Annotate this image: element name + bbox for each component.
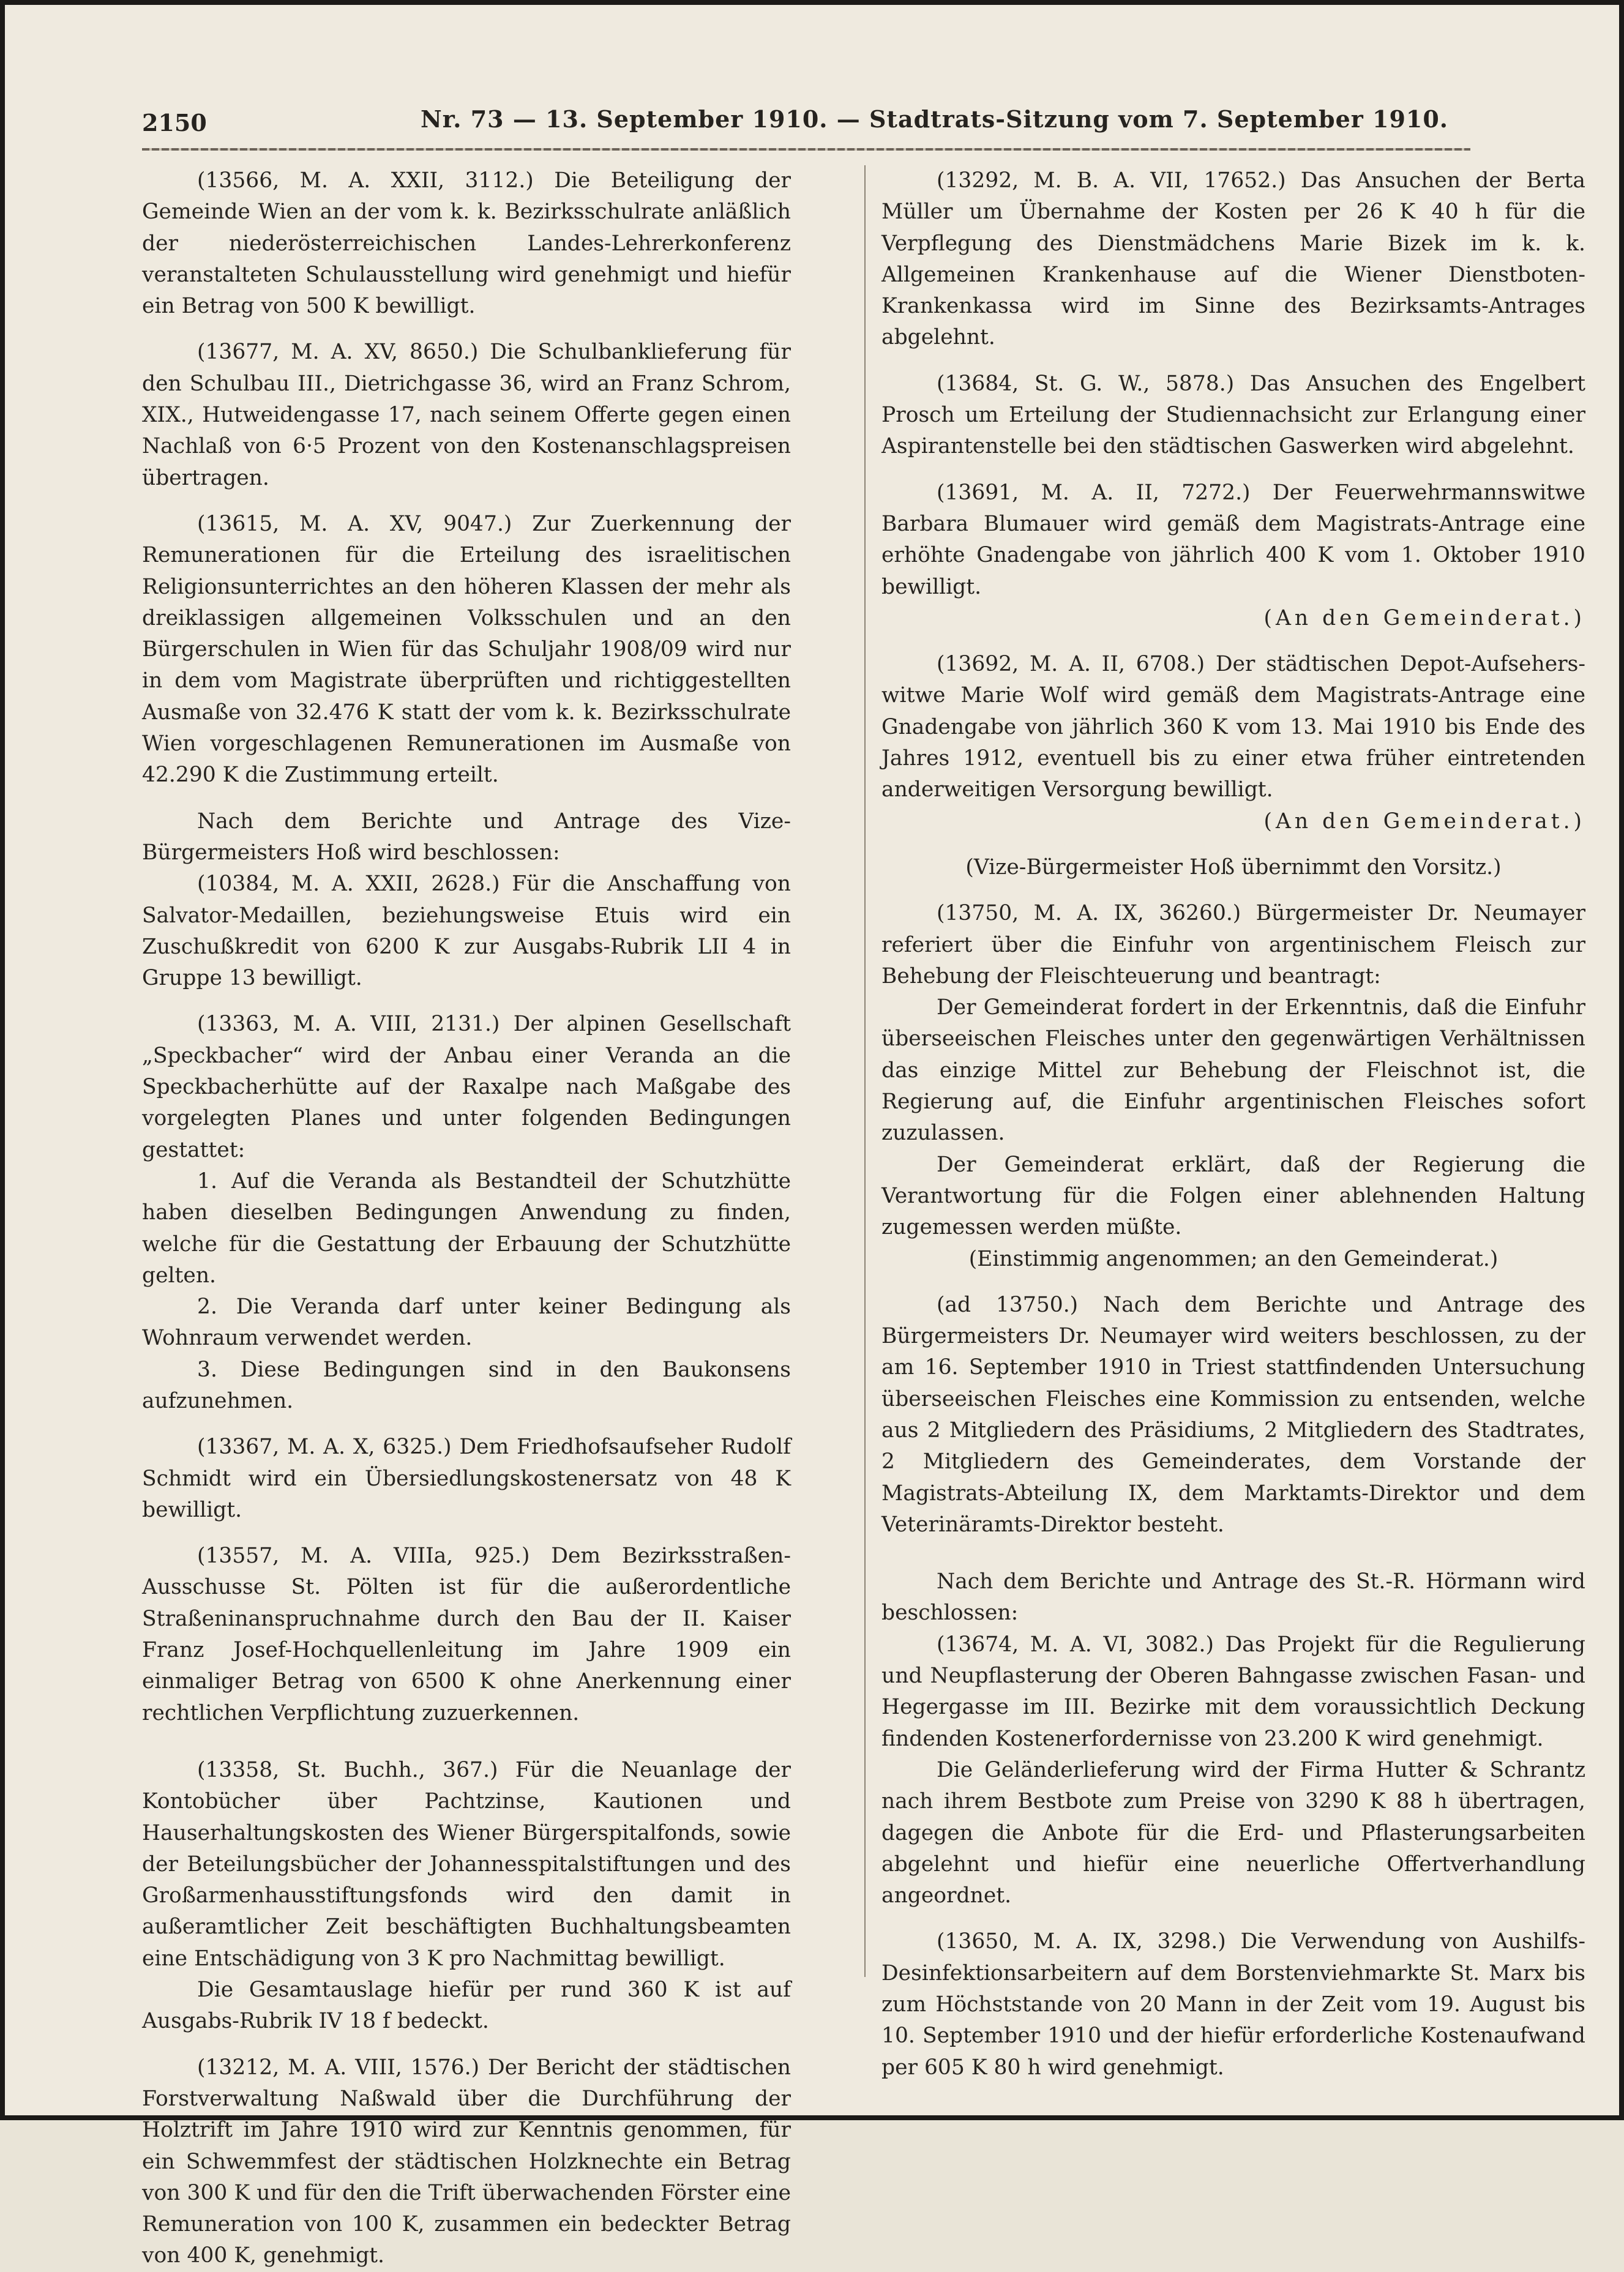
list-item: 2. Die Veranda darf unter keiner Bedingung als Wohnraum verwendet werden. xyxy=(142,1295,791,1351)
paragraph: Die Geländerlieferung wird der Firma Hutter & Schrantz nach ihrem Bestbote zum Preise von 3290 K 88 h übertragen, dagegen die Anbote für die Erd- und Pflasterungsarbeiten abgelehnt und hiefür eine neuerliche Offertverhandlung angeordnet. xyxy=(881,1757,1585,1908)
referral-note: (An den Gemeinderat.) xyxy=(1263,605,1585,630)
paragraph: (13367, M. A. X, 6325.) Dem Friedhofsaufseher Rudolf Schmidt wird ein Übersiedlungskostenersatz von 48 K bewilligt. xyxy=(142,1435,791,1522)
paragraph: (13691, M. A. II, 7272.) Der Feuerwehrmannswitwe Barbara Blumauer wird gemäß dem Magistrats-Antrage eine erhöhte Gnadengabe von jährlich 400 K vom 1. Oktober 1910 bewilligt. xyxy=(881,480,1585,599)
paragraph: (13750, M. A. IX, 36260.) Bürgermeister Dr. Neumayer referiert über die Einfuhr von argentinischem Fleisch zur Behebung der Fleischteuerung und beantragt: xyxy=(881,901,1585,988)
paragraph: Der Gemeinderat fordert in der Erkenntnis, daß die Einfuhr überseeischen Fleisches unter den gegenwärtigen Verhältnissen das einzige Mittel zur Behebung der Fleischnot ist, die Regierung auf, die Einfuhr argentinischen Fleisches sofort zuzulassen. xyxy=(881,995,1585,1146)
paragraph: (13684, St. G. W., 5878.) Das Ansuchen des Engelbert Prosch um Erteilung der Studiennachsicht zur Erlangung einer Aspirantenstelle bei den städtischen Gaswerken wird abgelehnt. xyxy=(881,371,1585,459)
paragraph: (13650, M. A. IX, 3298.) Die Verwendung von Aushilfs-Desinfektionsarbeitern auf dem Borstenviehmarkte St. Marx bis zum Höchststande von 20 Mann in der Zeit vom 19. August bis 10. September 1910 und der hiefür erforderliche Kostenaufwand per 605 K 80 h wird genehmigt. xyxy=(881,1929,1585,2080)
paragraph: (13358, St. Buchh., 367.) Für die Neuanlage der Kontobücher über Pachtzinse, Kautionen und Hauserhaltungskosten des Wiener Bürgerspitalfonds, sowie der Beteilungsbücher der Johannesspitalstiftungen und des Großarmenhausstiftungsfonds wird den damit in außeramtlicher Zeit beschäftigten Buchhaltungsbeamten eine Entschädigung von 3 K pro Nachmittag bewilligt. xyxy=(142,1757,791,1971)
paragraph: Nach dem Berichte und Antrage des Vize-Bürgermeisters Hoß wird beschlossen: xyxy=(142,809,791,865)
paragraph: (13292, M. B. A. VII, 17652.) Das Ansuchen der Berta Müller um Übernahme der Kosten per 26 K 40 h für die Verpflegung des Dienstmädchens Marie Bizek im k. k. Allgemeinen Krankenhause auf die Wiener Dienstboten-Krankenkassa wird im Sinne des Bezirksamts-Antrages abgelehnt. xyxy=(881,168,1585,350)
paragraph: (13566, M. A. XXII, 3112.) Die Beteiligung der Gemeinde Wien an der vom k. k. Bezirksschulrate anläßlich der niederösterreichischen Landes-Lehrerkonferenz veranstalteten Schulausstellung wird genehmigt und hiefür ein Betrag von 500 K bewilligt. xyxy=(142,168,791,319)
paragraph: (13557, M. A. VIIIa, 925.) Dem Bezirksstraßen-Ausschusse St. Pölten ist für die außerordentliche Straßeninanspruchnahme durch den Bau der II. Kaiser Franz Josef-Hochquellenleitung im Jahre 1909 ein einmaliger Betrag von 6500 K ohne Anerkennung einer rechtlichen Verpflichtung zuzuerkennen. xyxy=(142,1544,791,1725)
paragraph: (13212, M. A. VIII, 1576.) Der Bericht der städtischen Forstverwaltung Naßwald über die Durchführung der Holztrift im Jahre 1910 wird zur Kenntnis genommen, für ein Schwemmfest der städtischen Holzknechte ein Betrag von 300 K und für den die Trift überwachenden Förster eine Remuneration von 100 K, zusammen ein bedeckter Betrag von 400 K, genehmigt. xyxy=(142,2055,791,2268)
right-column xyxy=(881,165,1585,2083)
left-column xyxy=(142,165,791,2272)
paragraph: Der Gemeinderat erklärt, daß der Regierung die Verantwortung für die Folgen einer ablehnenden Haltung zugemessen werden müßte. xyxy=(881,1152,1585,1240)
paragraph: (13674, M. A. VI, 3082.) Das Projekt für die Regulierung und Neupflasterung der Oberen Bahngasse zwischen Fasan- und Hegergasse im III. Bezirke mit dem voraussichtlich Deckung findenden Kostenerfordernisse von 23.200 K wird genehmigt. xyxy=(881,1632,1585,1751)
chair-note: (Vize-Bürgermeister Hoß übernimmt den Vorsitz.) xyxy=(965,854,1502,880)
resolution-note: (Einstimmig angenommen; an den Gemeinderat.) xyxy=(968,1246,1499,1271)
column-divider xyxy=(864,165,866,1977)
paragraph: (13692, M. A. II, 6708.) Der städtischen Depot-Aufsehers-witwe Marie Wolf wird gemäß dem Magistrats-Antrage eine Gnadengabe von jährlich 360 K vom 13. Mai 1910 bis Ende des Jahres 1912, eventuell bis zu einer etwa früher eintretenden anderweitigen Versorgung bewilligt. xyxy=(881,652,1585,802)
list-item: 1. Auf die Veranda als Bestandteil der Schutzhütte haben dieselben Bedingungen Anwendung zu finden, welche für die Gestattung der Erbauung der Schutzhütte gelten. xyxy=(142,1168,791,1288)
paragraph: (13363, M. A. VIII, 2131.) Der alpinen Gesellschaft „Speckbacher“ wird der Anbau einer Veranda an die Speckbacherhütte auf der Raxalpe nach Maßgabe des vorgelegten Planes und unter folgenden Bedingungen gestattet: xyxy=(142,1012,791,1162)
list-item: 3. Diese Bedingungen sind in den Baukonsens aufzunehmen. xyxy=(142,1357,791,1413)
page-number: 2150 xyxy=(142,109,207,136)
referral-note: (An den Gemeinderat.) xyxy=(1263,809,1585,834)
page-header xyxy=(142,98,1464,141)
header-title: Nr. 73 — 13. September 1910. — Stadtrats-Sitzung vom 7. September 1910. xyxy=(421,105,1449,133)
paragraph: Nach dem Berichte und Antrage des St.-R. Hörmann wird beschlossen: xyxy=(881,1569,1585,1626)
paragraph: (ad 13750.) Nach dem Berichte und Antrage des Bürgermeisters Dr. Neumayer wird weiters beschlossen, zu der am 16. September 1910 in Triest stattfindenden Untersuchung überseeischen Fleisches eine Kommission zu entsenden, welche aus 2 Mitgliedern des Präsidiums, 2 Mitgliedern des Stadtrates, 2 Mitgliedern des Gemeinderates, dem Vorstande der Magistrats-Abteilung IX, dem Marktamts-Direktor und dem Veterinäramts-Direktor besteht. xyxy=(881,1292,1585,1537)
paragraph: Die Gesamtauslage hiefür per rund 360 K ist auf Ausgabs-Rubrik IV 18 f bedeckt. xyxy=(142,1978,791,2034)
header-rule xyxy=(142,148,1470,151)
paragraph: (13677, M. A. XV, 8650.) Die Schulbanklieferung für den Schulbau III., Dietrichgasse 36, wird an Franz Schrom, XIX., Hutweidengasse 17, nach seinem Offerte gegen einen Nachlaß von 6·5 Prozent von den Kostenanschlagspreisen übertragen. xyxy=(142,340,791,490)
paragraph: (13615, M. A. XV, 9047.) Zur Zuerkennung der Remunerationen für die Erteilung des israelitischen Religionsunterrichtes an den höheren Klassen der mehr als dreiklassigen allgemeinen Volksschulen und an den Bürgerschulen in Wien für das Schuljahr 1908/09 wird nur in dem vom Magistrate überprüften und richtiggestellten Ausmaße von 32.476 K statt der vom k. k. Bezirksschulrate Wien vorgeschlagenen Remunerationen im Ausmaße von 42.290 K die Zustimmung erteilt. xyxy=(142,511,791,788)
paragraph: (10384, M. A. XXII, 2628.) Für die Anschaffung von Salvator-Medaillen, beziehungsweise Etuis wird ein Zuschußkredit von 6200 K zur Ausgabs-Rubrik LII 4 in Gruppe 13 bewilligt. xyxy=(142,872,791,991)
